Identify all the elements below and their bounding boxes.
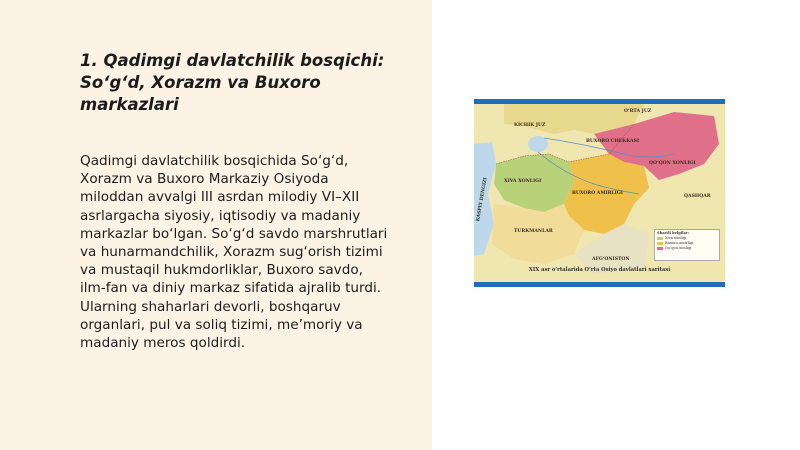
legend-label: Xiva xonligi xyxy=(665,236,687,240)
map-label-orta-juz: O‘RTA JUZ xyxy=(624,109,652,114)
map-label-xiva: XIVA XONLIGI xyxy=(504,179,542,184)
body-line: organlari, pul va soliq tizimi, me’moriy va xyxy=(80,316,363,333)
map-bottom-bar xyxy=(474,282,725,287)
body-line: va mustaqil hukmdorliklar, Buxoro savdo, xyxy=(80,262,363,279)
map-label-kichik-juz: KICHIK JUZ xyxy=(514,123,546,128)
body-line: asrlargacha siyosiy, iqtisodiy va madaniy xyxy=(80,207,361,224)
legend-item xyxy=(657,246,717,251)
body-line: Ularning shaharlari devorli, boshqaruv xyxy=(80,298,341,315)
legend-label: Qo‘qon xonligi xyxy=(665,246,692,250)
legend-title: Shartli belgilar: xyxy=(657,231,690,235)
slide-body xyxy=(80,152,425,352)
map-label-buxoro: BUXORO AMIRLIGI xyxy=(572,191,623,196)
body-line: markazlar bo‘lgan. So‘g‘d savdo marshrutlari xyxy=(80,225,388,242)
map-label-buxoro-chekka: BUXORO CHEKKASI xyxy=(586,139,640,144)
legend-swatch xyxy=(657,237,663,240)
body-line: ilm-fan va diniy markaz sifatida ajralib turdi. xyxy=(80,280,382,297)
map-legend xyxy=(654,229,720,261)
historical-map xyxy=(474,99,725,287)
map-label-kaspiy: KASPIY DENGIZI xyxy=(476,177,489,222)
title-line: 1. Qadimgi davlatchilik bosqichi: xyxy=(80,51,385,70)
legend-swatch xyxy=(657,242,663,245)
map-caption: XIX asr o‘rtalarida O‘rta Osiyo davlatlari xaritasi xyxy=(528,267,671,273)
body-line: va hunarmandchilik, Xorazm sug‘orish tizimi xyxy=(80,244,383,261)
map-label-qashqar: QASHQAR xyxy=(684,194,711,199)
map-label-afgoniston: AFG‘ONISTON xyxy=(592,257,630,262)
map-label-qoqon: QO‘QON XONLIGI xyxy=(649,161,696,166)
body-line: Qadimgi davlatchilik bosqichida So‘g‘d, xyxy=(80,153,349,169)
title-line: So‘g‘d, Xorazm va Buxoro markazlari xyxy=(80,73,321,114)
map-label-turkmanlar: TURKMANLAR xyxy=(514,229,553,234)
body-line: Xorazm va Buxoro Markaziy Osiyoda xyxy=(80,171,329,188)
legend-swatch xyxy=(657,247,663,250)
slide-title xyxy=(80,50,420,116)
legend-label: Buxoro amirligi xyxy=(665,241,694,245)
body-line: miloddan avvalgi III asrdan milodiy VI–XII xyxy=(80,189,360,206)
body-line: madaniy meros qoldirdi. xyxy=(80,335,246,352)
